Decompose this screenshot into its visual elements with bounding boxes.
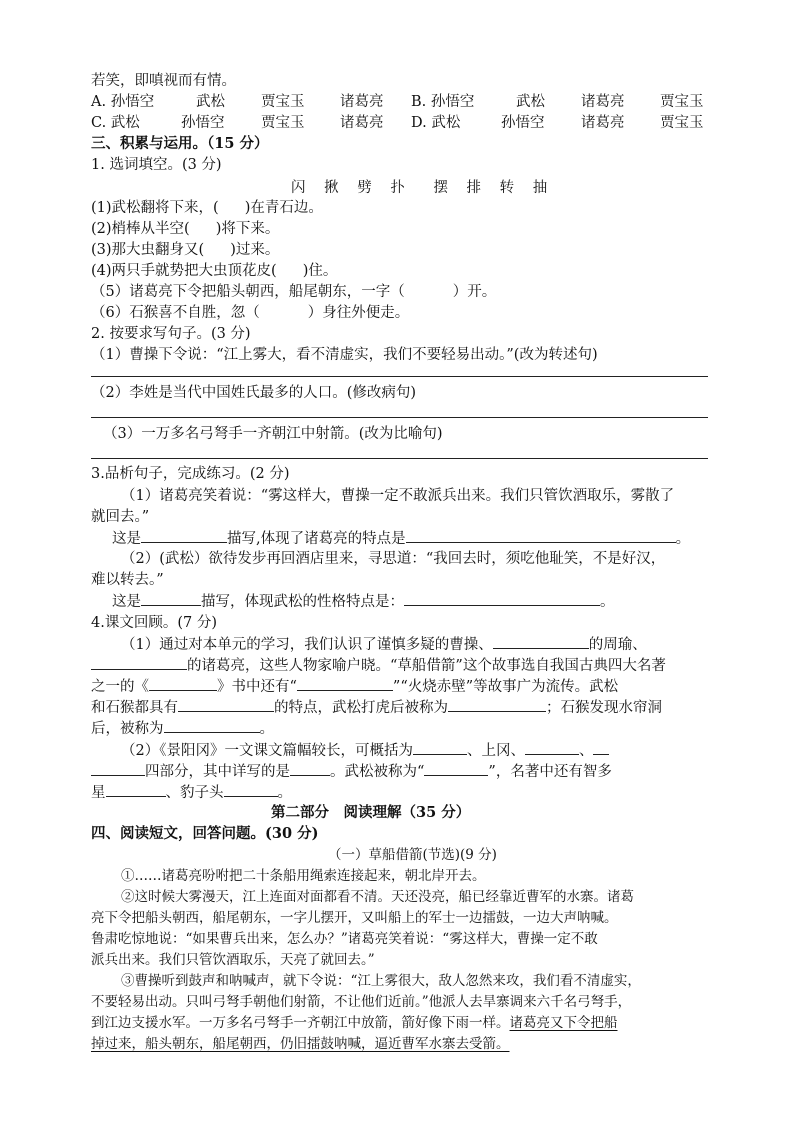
prev-question-text: 若笑，即嗔视而有情。 (91, 73, 236, 89)
option-a-label: A. 孙悟空 (91, 94, 155, 110)
passage-para-2-line: ②这时候大雾漫天，江上连面对面都看不清。天还没亮，船已经靠近曹军的水寨。诸葛 (121, 889, 634, 905)
q3-sentence-1b: 就回去。” (91, 509, 150, 525)
answer-text: 。 (675, 531, 691, 547)
word-bank-item: 劈 (357, 180, 372, 196)
q4-line-7 (91, 761, 612, 782)
q1-stem: 1. 选词填空。(3 分) (91, 157, 222, 173)
option-d-4: 贾宝玉 (660, 115, 704, 131)
q2-sentence-3: （3）一万多名弓弩手一齐朝江中射箭。(改为比喻句) (103, 426, 443, 442)
part-2-title: 第二部分 阅读理解（35 分） (271, 804, 471, 821)
q4-text: 的周瑜、 (588, 637, 647, 653)
fill-blank[interactable] (448, 697, 546, 712)
q4-text: 和石猴都具有 (91, 700, 178, 716)
q4-text: 。武松被称为“ (330, 764, 425, 780)
answer-line[interactable] (91, 458, 708, 459)
q4-text: ”，名著中还有智多 (488, 764, 612, 780)
q2-stem: 2. 按要求写句子。(3 分) (91, 326, 251, 342)
option-c-3: 贾宝玉 (261, 115, 305, 131)
q4-text: （1）通过对本单元的学习，我们认识了谨慎多疑的曹操、 (121, 637, 493, 653)
q1-item-2 (91, 219, 279, 239)
option-b-4: 贾宝玉 (660, 94, 704, 110)
q1-item-text: )将下来。 (215, 221, 280, 237)
q1-item-6 (91, 303, 409, 323)
q4-text: 。 (259, 721, 274, 737)
q1-item-text: ）开。 (452, 284, 497, 300)
q1-item-3 (91, 240, 279, 260)
answer-text: 。 (600, 594, 615, 610)
passage-para-1: ①……诸葛亮吩咐把二十条船用绳索连接起来，朝北岸开去。 (121, 868, 486, 884)
q3-stem: 3.品析句子，完成练习。(2 分) (91, 466, 290, 482)
q1-item-text: )在青石边。 (244, 200, 323, 216)
q4-line-1 (121, 634, 647, 655)
fill-blank[interactable] (106, 782, 166, 797)
q1-item-5 (91, 282, 496, 302)
q3-answer-2 (112, 591, 615, 612)
q4-text: 、上冈、 (466, 743, 525, 759)
q1-item-1 (91, 198, 323, 218)
q2-sentence-1: （1）曹操下令说：“江上雾大，看不清虚实，我们不要轻易出动。”(改为转述句) (91, 347, 598, 363)
q1-item-text: (1)武松翻将下来，( (91, 200, 219, 216)
q3-answer-1 (112, 528, 690, 549)
fill-blank[interactable] (141, 528, 227, 543)
answer-text: 这是 (112, 594, 141, 610)
q1-item-text: (4)两只手就势把大虫顶花皮( (91, 263, 277, 279)
q4-text: ”“火烧赤壁”等故事广为流传。武松 (392, 679, 619, 695)
option-c-2: 孙悟空 (181, 115, 225, 131)
q3-sentence-1a: （1）诸葛亮笑着说：“雾这样大，曹操一定不敢派兵出来。我们只管饮酒取乐，雾散了 (121, 488, 675, 504)
word-bank (291, 178, 561, 198)
fill-blank[interactable] (149, 676, 217, 691)
fill-blank[interactable] (406, 528, 676, 543)
answer-text: 描写,体现了诸葛亮的特点是 (227, 531, 406, 547)
underlined-sentence: 掉过来，船头朝东，船尾朝西，仍旧擂鼓呐喊，逼近曹军水寨去受箭。 (91, 1036, 510, 1052)
q1-item-text: ）身往外便走。 (307, 305, 410, 321)
fill-blank[interactable] (224, 782, 278, 797)
passage-para-2-line: 亮下令把船头朝西，船尾朝东，一字儿摆开，又叫船上的军士一边擂鼓，一边大声呐喊。 (91, 910, 618, 926)
section-4-title: 四、阅读短文，回答问题。(30 分) (91, 825, 319, 842)
fill-blank[interactable] (413, 740, 467, 755)
q4-line-8 (91, 782, 292, 803)
q4-text: （2）《景阳冈》一文课文篇幅较长，可概括为 (121, 743, 413, 759)
section-3-title: 三、积累与运用。（15 分） (91, 135, 269, 152)
fill-blank[interactable] (141, 591, 201, 606)
passage-text: 到江边支援水军。一万多名弓弩手一齐朝江中放箭，箭好像下雨一样。 (91, 1015, 510, 1031)
word-bank-item: 抽 (532, 180, 548, 196)
fill-blank[interactable] (91, 655, 187, 670)
answer-text: 这是 (112, 531, 141, 547)
option-b-label: B. 孙悟空 (411, 94, 475, 110)
option-a-2: 武松 (196, 94, 225, 110)
word-bank-item: 闪 (291, 180, 306, 196)
fill-blank[interactable] (164, 718, 260, 733)
q4-text: 、豹子头 (165, 785, 224, 801)
q4-text: 之一的《 (91, 679, 149, 695)
option-a-3: 贾宝玉 (261, 94, 305, 110)
word-bank-item: 排 (466, 180, 482, 196)
fill-blank[interactable] (91, 761, 145, 776)
option-b-2: 武松 (516, 94, 545, 110)
fill-blank[interactable] (525, 740, 579, 755)
q1-item-text: （6）石猴喜不自胜，忽（ (91, 305, 260, 321)
q4-text: 后，被称为 (91, 721, 164, 737)
answer-line[interactable] (91, 376, 708, 377)
passage-para-2-line: 派兵出来。我们只管饮酒取乐，天亮了就回去。” (91, 952, 375, 968)
q4-line-4 (91, 697, 662, 718)
q1-item-text: (2)梢棒从半空( (91, 221, 190, 237)
word-bank-item: 转 (499, 180, 515, 196)
option-b-3: 诸葛亮 (581, 94, 625, 110)
q1-item-text: )过来。 (230, 242, 280, 258)
fill-blank[interactable] (178, 697, 274, 712)
q4-text: 》书中还有“ (217, 679, 297, 695)
passage-para-3-line: 不要轻易出动。只叫弓弩手朝他们射箭，不让他们近前。”他派人去旱寨调来六千名弓弩手， (91, 994, 632, 1010)
underlined-sentence: 诸葛亮又下令把船 (509, 1015, 618, 1031)
word-bank-item: 扑 (390, 180, 405, 196)
q1-item-text: （5）诸葛亮下令把船头朝西，船尾朝东，一字（ (91, 284, 405, 300)
answer-text: 描写，体现武松的性格特点是： (201, 594, 404, 610)
q4-line-6 (121, 740, 609, 761)
word-bank-item: 揪 (324, 180, 339, 196)
fill-blank[interactable] (297, 676, 393, 691)
q4-text: 的诸葛亮，这些人物家喻户晓。“草船借箭”这个故事选自我国古典四大名著 (187, 658, 666, 674)
passage-para-3-line: ③曹操听到鼓声和呐喊声，就下令说：“江上雾很大，敌人忽然来攻，我们看不清虚实， (121, 973, 641, 989)
q4-stem: 4.课文回顾。(7 分) (91, 615, 217, 631)
option-a-4: 诸葛亮 (340, 94, 384, 110)
option-d-2: 孙悟空 (501, 115, 545, 131)
answer-line[interactable] (91, 417, 708, 418)
q4-text: 、 (578, 743, 594, 759)
q4-text: 的特点，武松打虎后被称为 (274, 700, 448, 716)
fill-blank[interactable] (404, 591, 600, 606)
q3-sentence-2b: 难以转去。” (91, 572, 164, 588)
word-bank-item: 摆 (433, 180, 448, 196)
q4-text: 星 (91, 785, 106, 801)
passage-para-3-line (91, 1013, 618, 1033)
option-c-label: C. 武松 (91, 115, 140, 131)
fill-blank[interactable] (493, 634, 589, 649)
q4-text: 四部分，其中详写的是 (145, 764, 290, 780)
q1-item-text: (3)那大虫翻身又( (91, 242, 205, 258)
option-c-4: 诸葛亮 (340, 115, 384, 131)
q1-item-4 (91, 261, 337, 281)
q4-line-2 (91, 655, 666, 676)
fill-blank[interactable] (424, 761, 488, 776)
option-d-3: 诸葛亮 (581, 115, 625, 131)
option-d-label: D. 武松 (411, 115, 461, 131)
passage-para-2-line: 鲁肃吃惊地说：“如果曹兵出来，怎么办？”诸葛亮笑着说：“雾这样大，曹操一定不敢 (91, 931, 598, 947)
q4-text: ；石猴发现水帘洞 (546, 700, 662, 716)
q4-line-3 (91, 676, 618, 697)
q3-sentence-2a: （2）(武松）欲待发步再回酒店里来，寻思道：“我回去时，须吃他耻笑，不是好汉， (121, 551, 666, 567)
fill-blank[interactable] (290, 761, 330, 776)
fill-blank[interactable] (593, 740, 609, 755)
q1-item-text: )住。 (302, 263, 338, 279)
q2-sentence-2: （2）李姓是当代中国姓氏最多的人口。(修改病句) (91, 385, 417, 401)
passage-title: （一）草船借箭(节选)(9 分) (328, 847, 497, 863)
q4-text: 。 (277, 785, 292, 801)
q4-line-5 (91, 718, 274, 739)
